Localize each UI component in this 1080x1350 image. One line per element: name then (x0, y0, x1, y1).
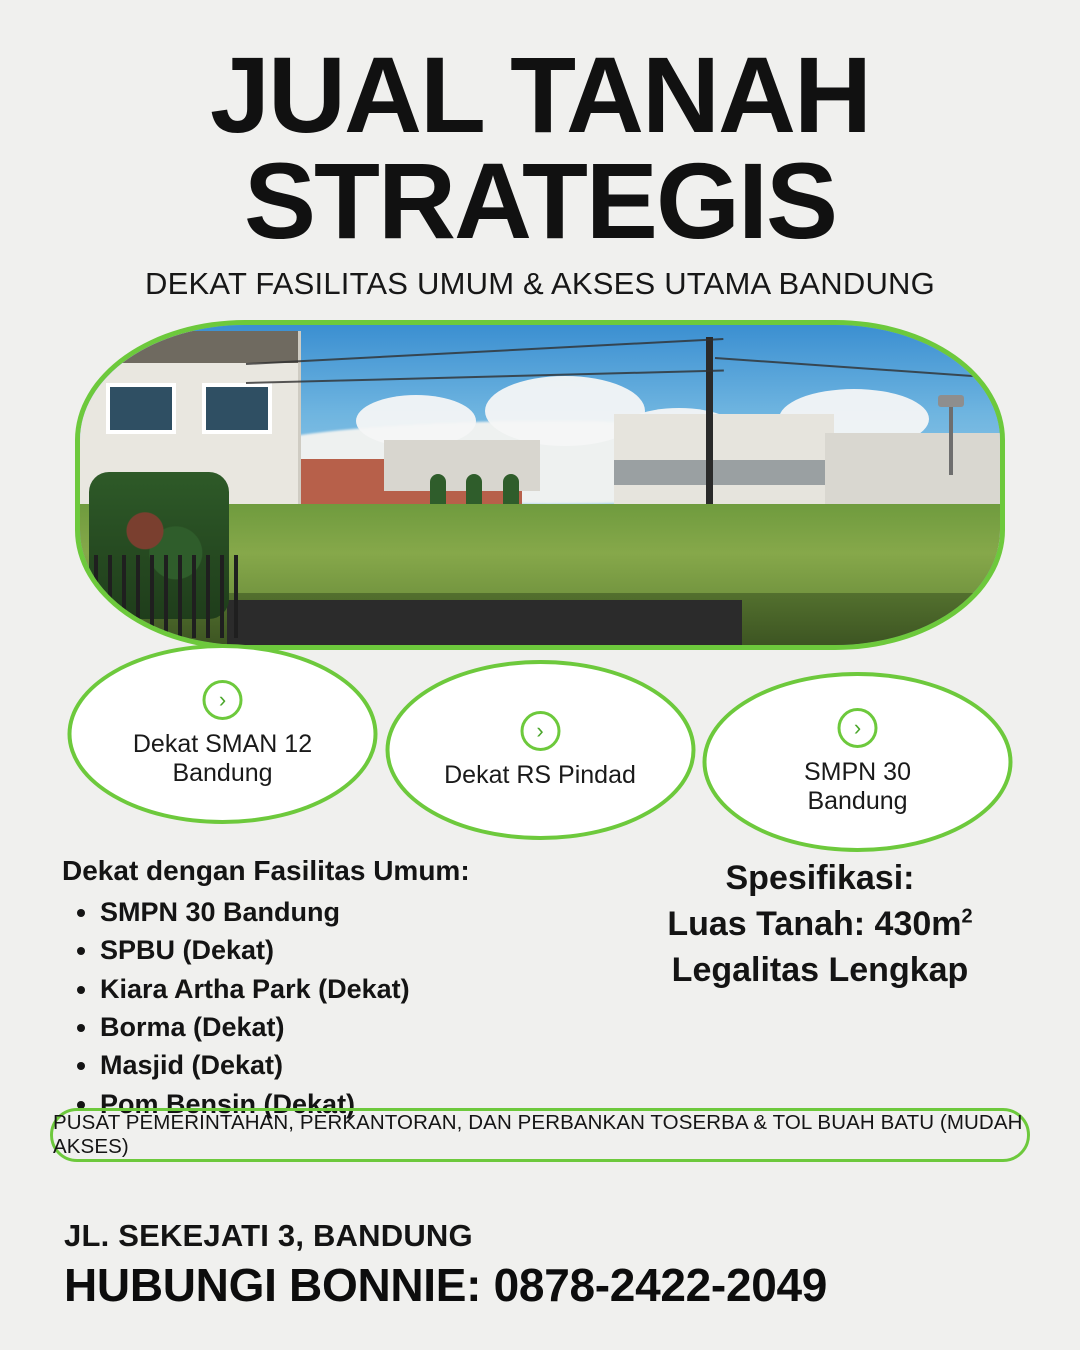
feature-bubble-label: Dekat SMAN 12 Bandung (132, 730, 313, 787)
access-banner-text: PUSAT PEMERINTAHAN, PERKANTORAN, DAN PERBANKAN TOSERBA & TOL BUAH BATU (MUDAH AKSES) (53, 1111, 1023, 1158)
feature-bubble-label: SMPN 30 Bandung (804, 758, 911, 815)
window-icon (106, 383, 176, 435)
house-balcony (614, 460, 835, 484)
chevron-right-icon: › (838, 708, 878, 748)
facilities-heading: Dekat dengan Fasilitas Umum: (62, 855, 470, 886)
list-item: • Borma (Dekat) (100, 1008, 622, 1046)
page-title-line-1: JUAL TANAH (209, 34, 870, 155)
feature-bubble-1[interactable] (68, 644, 378, 824)
specs-land-area-unit: 2 (961, 905, 973, 928)
specs-title: Spesifikasi: (725, 859, 915, 897)
feature-bubble-label: Dekat RS Pindad (444, 760, 636, 789)
list-item: • Kiara Artha Park (Dekat) (100, 970, 622, 1008)
list-item: • SPBU (Dekat) (100, 931, 622, 969)
specs-legality: Legalitas Lengkap (671, 950, 969, 989)
list-item: • Pom Bensin (Dekat) (100, 1085, 622, 1123)
facilities-block (62, 855, 622, 1123)
specs-block (622, 855, 1018, 1123)
window-icon (202, 383, 272, 435)
water-tower (930, 395, 972, 475)
page-subtitle: DEKAT FASILITAS UMUM & AKSES UTAMA BANDUNG (145, 265, 935, 301)
property-address: JL. SEKEJATI 3, BANDUNG (64, 1218, 473, 1253)
property-photo (75, 320, 1005, 650)
list-item: • Masjid (Dekat) (100, 1046, 622, 1084)
poster-header (0, 0, 1080, 302)
chevron-right-icon: › (203, 680, 243, 720)
feature-bubble-2[interactable] (385, 660, 695, 840)
footer-block (64, 1218, 827, 1312)
specs-land-area (622, 902, 1018, 948)
property-photo-container (75, 320, 1005, 650)
left-house-roof (80, 331, 298, 363)
access-banner (50, 1108, 1030, 1162)
list-item: • SMPN 30 Bandung (100, 893, 622, 931)
info-section (0, 855, 1080, 1123)
contact-phone[interactable]: HUBUNGI BONNIE: 0878-2422-2049 (64, 1259, 828, 1311)
feature-bubbles (68, 622, 1013, 822)
feature-bubble-3[interactable] (703, 672, 1013, 852)
chevron-right-icon: › (520, 711, 560, 751)
facilities-list (62, 893, 622, 1123)
page-title-line-2: STRATEGIS (243, 139, 837, 261)
specs-land-area-text: Luas Tanah: 430m (667, 905, 962, 943)
